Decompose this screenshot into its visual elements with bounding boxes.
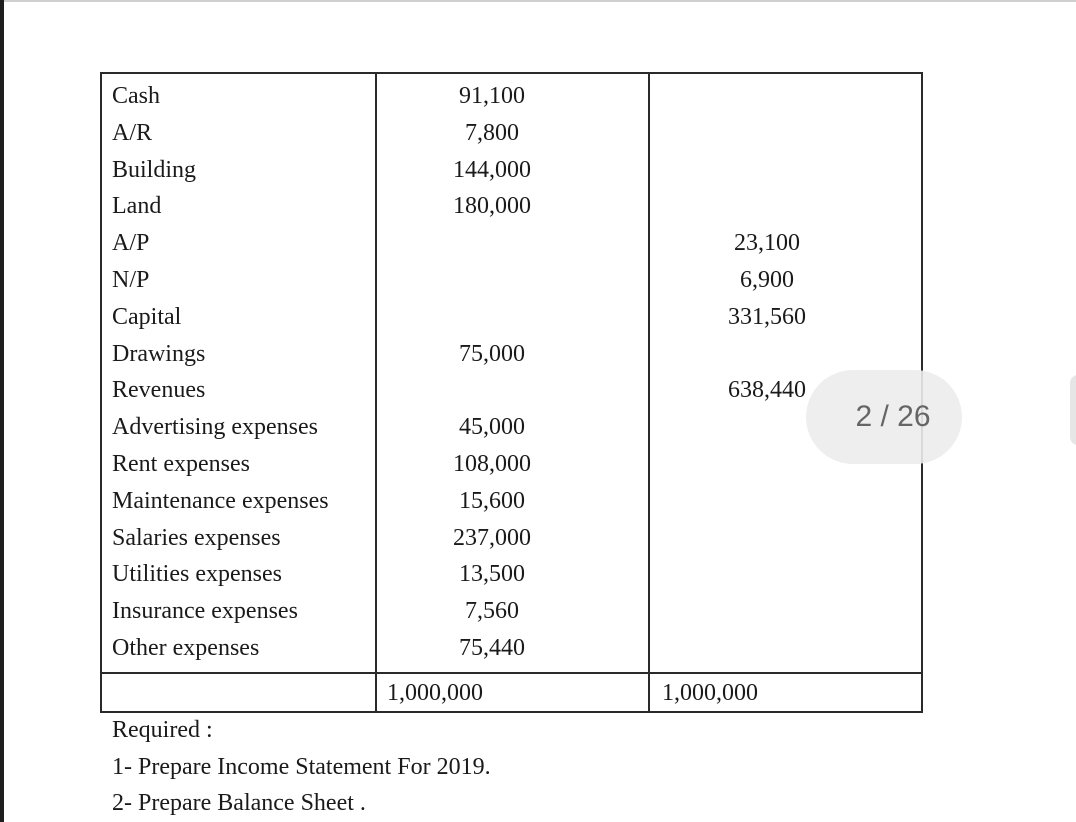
debit-value: 180,000 bbox=[453, 193, 531, 220]
table-rows bbox=[102, 78, 921, 667]
account-name: A/R bbox=[112, 119, 153, 146]
table-row bbox=[102, 409, 921, 446]
table-row bbox=[102, 188, 921, 225]
total-credit: 1,000,000 bbox=[662, 680, 758, 706]
debit-value: 108,000 bbox=[453, 450, 531, 477]
account-name: Land bbox=[112, 193, 162, 220]
required-item: 2- Prepare Balance Sheet . bbox=[112, 790, 366, 816]
table-row bbox=[102, 520, 921, 557]
total-debit: 1,000,000 bbox=[387, 680, 483, 706]
credit-value: 331,560 bbox=[728, 303, 806, 330]
required-item: 1- Prepare Income Statement For 2019. bbox=[112, 753, 491, 780]
credit-value: 638,440 bbox=[728, 377, 806, 404]
table-row bbox=[102, 446, 921, 483]
debit-value: 91,100 bbox=[459, 83, 525, 109]
table-row bbox=[102, 115, 921, 152]
debit-value: 237,000 bbox=[453, 524, 531, 551]
account-name: Capital bbox=[112, 303, 182, 330]
account-name: Advertising expenses bbox=[112, 414, 318, 441]
table-row bbox=[102, 262, 921, 299]
total-divider bbox=[102, 672, 921, 674]
required-section bbox=[112, 712, 491, 822]
debit-value: 144,000 bbox=[453, 156, 531, 183]
debit-value: 45,000 bbox=[459, 414, 525, 441]
account-name: Other expenses bbox=[112, 634, 260, 661]
debit-value: 7,800 bbox=[465, 119, 519, 146]
debit-value: 75,000 bbox=[459, 340, 525, 367]
table-row bbox=[102, 336, 921, 373]
account-name: Salaries expenses bbox=[112, 524, 281, 551]
table-row bbox=[102, 556, 921, 593]
account-name: A/P bbox=[112, 230, 150, 257]
page-indicator: 2 / 26 bbox=[806, 370, 962, 464]
table-row bbox=[102, 152, 921, 189]
table-row bbox=[102, 593, 921, 630]
account-name: Revenues bbox=[112, 377, 206, 404]
left-edge bbox=[0, 0, 4, 822]
account-name: Maintenance expenses bbox=[112, 487, 329, 514]
table-row bbox=[102, 630, 921, 667]
table-row bbox=[102, 483, 921, 520]
account-name: Insurance expenses bbox=[112, 598, 298, 625]
account-name: N/P bbox=[112, 266, 150, 293]
account-name: Rent expenses bbox=[112, 450, 250, 477]
account-name: Cash bbox=[112, 83, 160, 109]
debit-value: 15,600 bbox=[459, 487, 525, 514]
required-heading: Required : bbox=[112, 717, 213, 743]
debit-value: 75,440 bbox=[459, 634, 525, 661]
trial-balance-table bbox=[100, 72, 923, 713]
credit-value: 23,100 bbox=[734, 230, 800, 257]
table-row bbox=[102, 225, 921, 262]
account-name: Building bbox=[112, 156, 197, 183]
debit-value: 7,560 bbox=[465, 598, 519, 625]
account-name: Drawings bbox=[112, 340, 206, 367]
table-row bbox=[102, 372, 921, 409]
table-row bbox=[102, 78, 921, 115]
credit-value: 6,900 bbox=[740, 266, 794, 293]
account-name: Utilities expenses bbox=[112, 561, 282, 588]
debit-value: 13,500 bbox=[459, 561, 525, 588]
top-edge bbox=[0, 0, 1076, 2]
next-page-edge bbox=[1070, 375, 1076, 445]
table-row bbox=[102, 299, 921, 336]
